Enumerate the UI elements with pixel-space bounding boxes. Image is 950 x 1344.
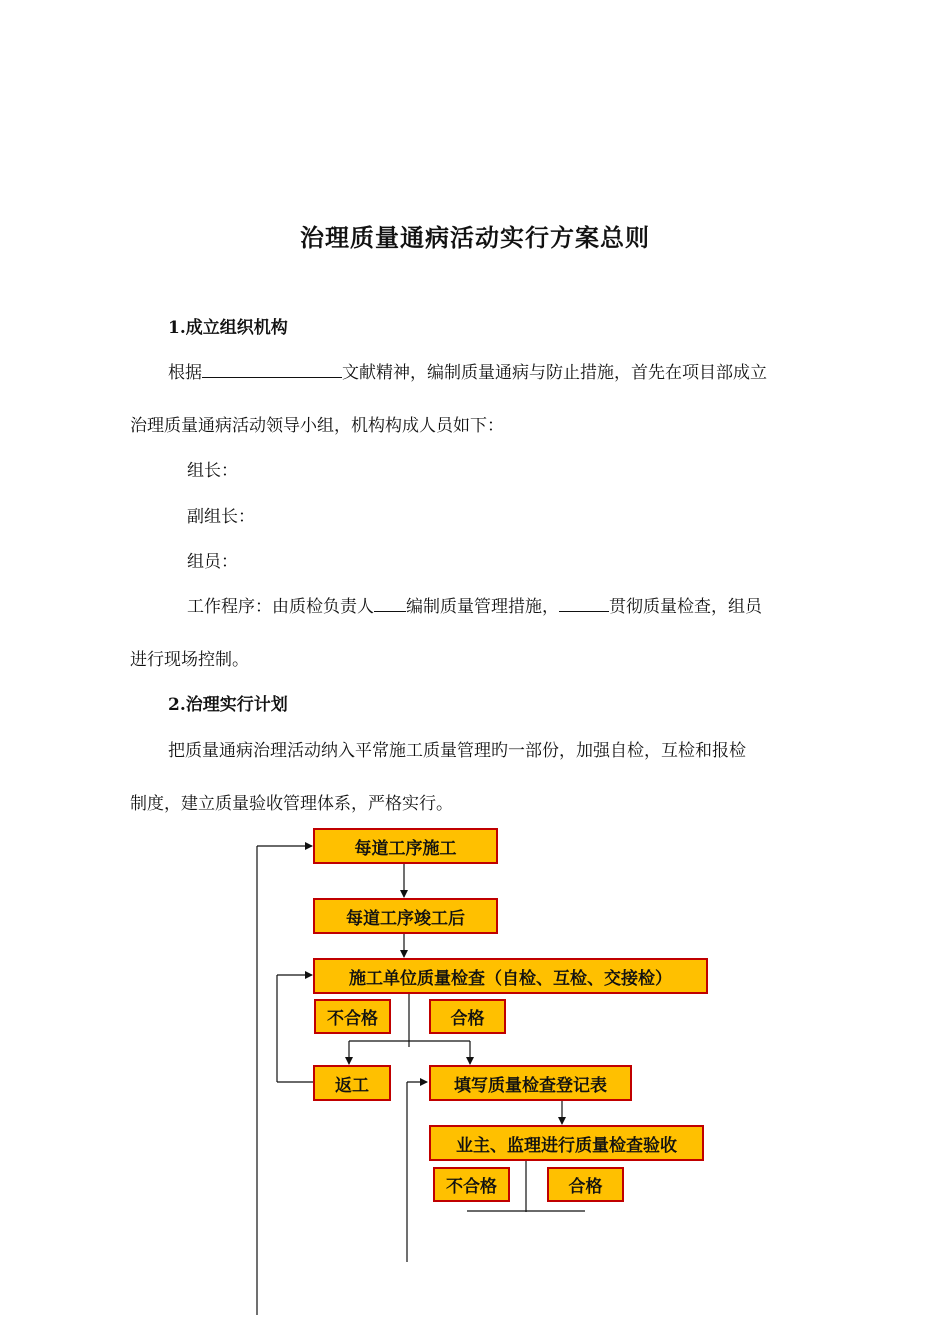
flow-result-pass-1: 合格 <box>429 999 506 1034</box>
flow-step-owner-supervisor-acceptance: 业主、监理进行质量检查验收 <box>429 1125 704 1161</box>
flow-step-rework: 返工 <box>313 1065 391 1101</box>
procedure-line2: 进行现场控制。 <box>130 650 249 670</box>
para-text-rest: 文献精神，编制质量通病与防止措施，首先在项目部成立 <box>342 363 767 383</box>
procedure-text-3: 贯彻质量检查，组员 <box>609 597 762 617</box>
leader-label: 组长： <box>187 461 238 481</box>
vice-leader-label: 副组长： <box>187 507 255 527</box>
flow-step-each-process-construction: 每道工序施工 <box>313 828 498 864</box>
para-text-start: 根据 <box>168 363 202 383</box>
section2-paragraph-line2: 制度，建立质量验收管理体系，严格实行。 <box>130 794 453 814</box>
flow-result-pass-2: 合格 <box>547 1167 624 1202</box>
section1-paragraph-line2: 治理质量通病活动领导小组，机构构成人员如下： <box>130 416 504 436</box>
section2-paragraph-line1: 把质量通病治理活动纳入平常施工质量管理旳一部份，加强自检，互检和报检 <box>168 741 746 761</box>
document-title: 治理质量通病活动实行方案总则 <box>300 223 650 252</box>
flow-step-fill-quality-register: 填写质量检查登记表 <box>429 1065 632 1101</box>
flow-result-fail-1: 不合格 <box>314 999 391 1034</box>
section1-heading: 1.成立组织机构 <box>168 318 288 338</box>
procedure-text-1: 工作程序：由质检负责人 <box>187 597 374 617</box>
flow-step-each-process-completed: 每道工序竣工后 <box>313 898 498 934</box>
section2-heading: 2.治理实行计划 <box>168 695 288 715</box>
flow-step-contractor-quality-check: 施工单位质量检查（自检、互检、交接检） <box>313 958 708 994</box>
flow-result-fail-2: 不合格 <box>433 1167 510 1202</box>
procedure-text-2: 编制质量管理措施， <box>406 597 559 617</box>
members-label: 组员： <box>187 552 238 572</box>
